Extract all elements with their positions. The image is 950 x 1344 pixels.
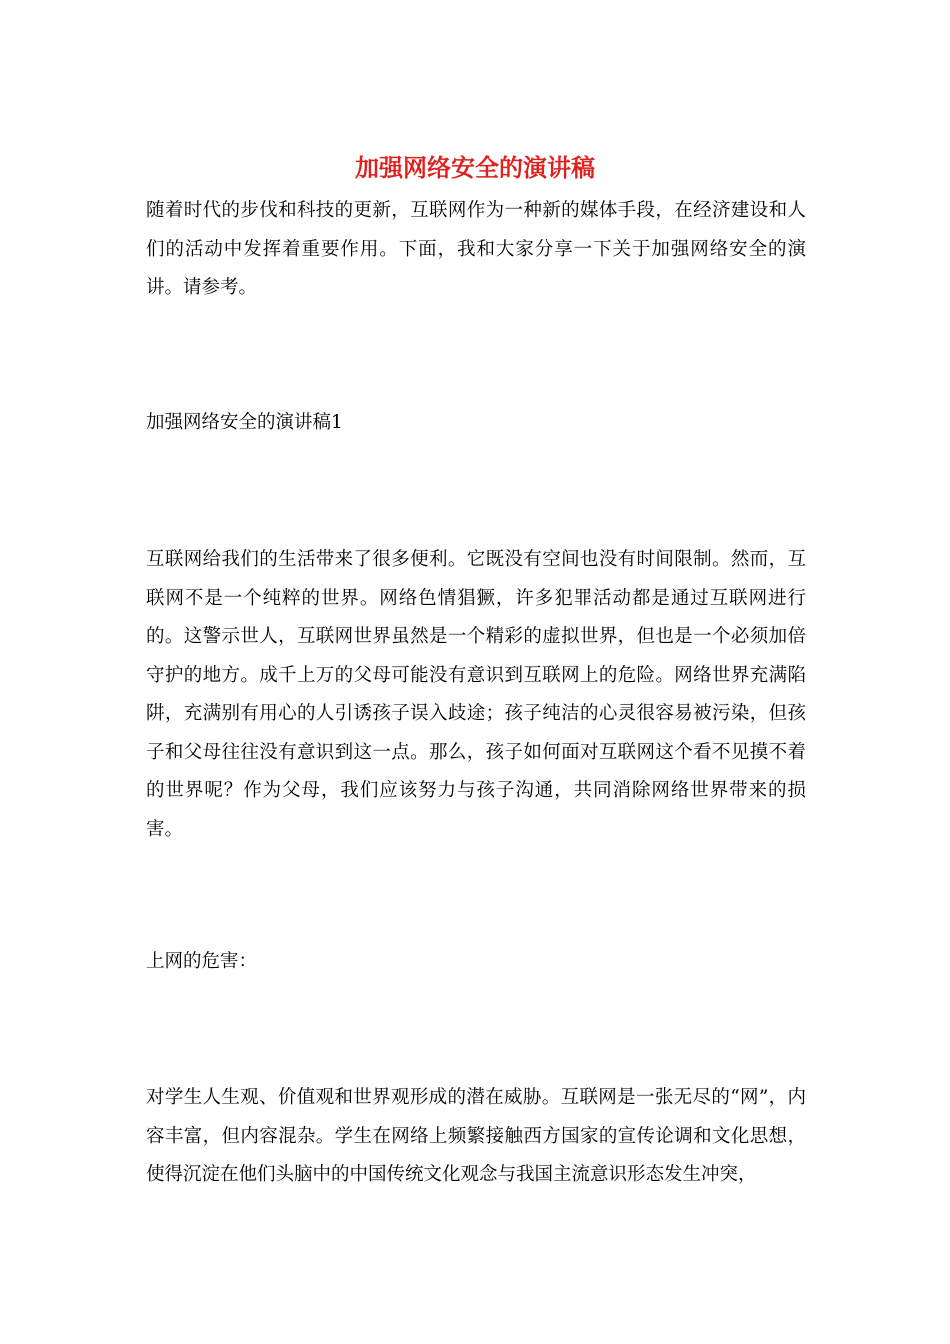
subheading: 上网的危害：: [146, 951, 258, 972]
intro-paragraph: 随着时代的步伐和科技的更新，互联网作为一种新的媒体手段，在经济建设和人们的活动中发挥着重要作用。下面，我和大家分享一下关于加强网络安全的演讲。请参考。: [146, 200, 806, 298]
section-heading: 加强网络安全的演讲稿1: [146, 412, 343, 433]
body-paragraph: 互联网给我们的生活带来了很多便利。它既没有空间也没有时间限制。然而，互联网不是一个纯粹的世界。网络色情猖獗，许多犯罪活动都是通过互联网进行的。这警示世人，互联网世界虽然是一个精彩的虚拟世界，但也是一个必须加倍守护的地方。成千上万的父母可能没有意识到互联网上的危险。网络世界充满陷阱，充满别有用心的人引诱孩子误入歧途；孩子纯洁的心灵很容易被污染，但孩子和父母往往没有意识到这一点。那么，孩子如何面对互联网这个看不见摸不着的世界呢？作为父母，我们应该努力与孩子沟通，共同消除网络世界带来的损害。: [146, 549, 806, 840]
document-title: 加强网络安全的演讲稿: [355, 153, 595, 182]
body-paragraph-2: 对学生人生观、价值观和世界观形成的潜在威胁。互联网是一张无尽的“网”，内容丰富，但内容混杂。学生在网络上频繁接触西方国家的宣传论调和文化思想，使得沉淀在他们头脑中的中国传统文化观念与我国主流意识形态发生冲突，: [146, 1087, 806, 1185]
